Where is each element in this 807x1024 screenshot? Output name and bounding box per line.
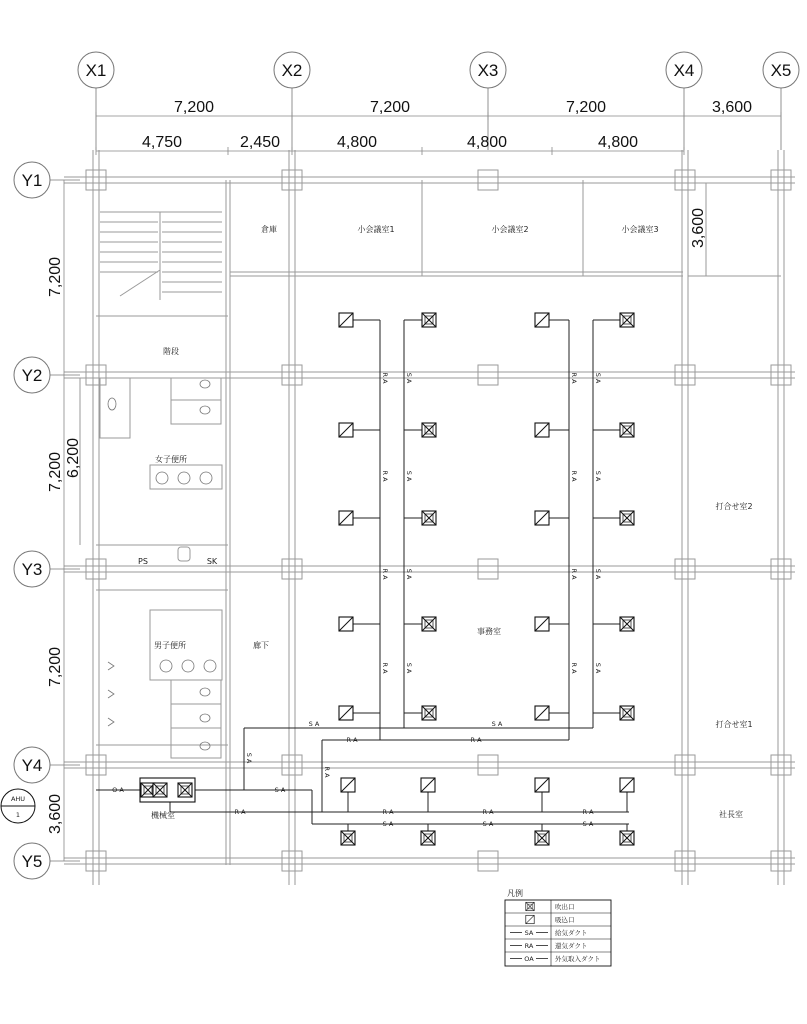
axis-y2-label: Y2 (21, 366, 43, 385)
room-sk: SK (206, 557, 218, 566)
return-inlet-icon (339, 511, 353, 525)
duct-label-sa: S A (482, 820, 494, 828)
duct-label-sa: S A (274, 786, 286, 794)
dim-sub-2: 2,450 (239, 134, 281, 151)
room-office: 事務室 (477, 627, 501, 636)
axis-y1-label: Y1 (21, 171, 43, 190)
axis-x3-label: X3 (477, 61, 499, 80)
duct-label-ra: R A (381, 470, 389, 482)
axis-x5-label: X5 (770, 61, 792, 80)
ahu-supply-icon (178, 783, 192, 797)
supply-outlet-icon (620, 617, 634, 631)
supply-outlet-icon (620, 423, 634, 437)
legend-return-icon (526, 915, 534, 923)
return-inlet-icon (535, 706, 549, 720)
legend-label-oa: 外気取入ダクト (555, 955, 601, 963)
duct-label-sa: S A (405, 372, 413, 384)
duct-label-sa: S A (594, 662, 602, 674)
duct-label-ra: R A (570, 662, 578, 674)
legend-supply-icon (526, 902, 534, 910)
ahu-tag (1, 789, 35, 823)
ahu-tag-number: 1 (15, 811, 21, 819)
dim-sub-5: 4,800 (597, 134, 639, 151)
legend-symbol-ra: RA (524, 942, 534, 950)
dim-top-2: 7,200 (369, 99, 411, 116)
top-dimensions (142, 99, 752, 151)
duct-label-oa: O A (112, 786, 124, 794)
supply-outlet-icon (620, 831, 634, 845)
supply-outlet-icon (620, 511, 634, 525)
legend-label-ra: 還気ダクト (555, 942, 588, 950)
duct-labels (112, 372, 602, 828)
room-machine: 機械室 (151, 811, 175, 820)
supply-outlet-icon (422, 706, 436, 720)
axis-x1-label: X1 (85, 61, 107, 80)
duct-label-ra: R A (382, 808, 394, 816)
dim-left-4: 3,600 (47, 793, 64, 835)
room-president: 社長室 (719, 810, 743, 819)
room-womens-toilet: 女子便所 (155, 455, 187, 464)
duct-label-sa: S A (594, 372, 602, 384)
legend-title: 凡例 (507, 889, 523, 898)
supply-outlet-icon (620, 706, 634, 720)
room-small-meeting-3: 小会議室3 (621, 225, 659, 234)
axis-y5-label: Y5 (21, 852, 43, 871)
return-inlet-icon (535, 511, 549, 525)
return-inlet-icon (535, 313, 549, 327)
return-inlet-icon (339, 617, 353, 631)
dim-top-1: 7,200 (173, 99, 215, 116)
supply-outlet-icon (422, 511, 436, 525)
room-meeting-2: 打合せ室2 (715, 502, 753, 511)
duct-label-ra: R A (346, 736, 358, 744)
duct-label-sa: S A (405, 470, 413, 482)
legend (505, 888, 611, 966)
return-inlet-icon (535, 617, 549, 631)
legend-label-supply: 吹出口 (555, 903, 575, 911)
duct-label-ra: R A (570, 372, 578, 384)
dim-left-inner: 6,200 (65, 437, 82, 479)
room-mens-toilet: 男子便所 (154, 641, 186, 650)
room-corridor: 廊下 (253, 641, 269, 650)
duct-label-sa: S A (308, 720, 320, 728)
return-inlet-icon (339, 423, 353, 437)
room-stairs: 階段 (163, 347, 179, 356)
room-ps: PS (138, 557, 148, 566)
dim-sub-3: 4,800 (336, 134, 378, 151)
legend-label-sa: 給気ダクト (555, 929, 588, 937)
duct-lines (96, 320, 629, 838)
return-inlet-icon (535, 778, 549, 792)
duct-label-sa: S A (382, 820, 394, 828)
duct-label-sa: S A (245, 752, 253, 764)
ahu-unit (140, 778, 195, 802)
duct-label-ra: R A (482, 808, 494, 816)
supply-outlet-icon (620, 313, 634, 327)
room-small-meeting-2: 小会議室2 (491, 225, 529, 234)
duct-label-ra: R A (381, 568, 389, 580)
supply-outlet-icon (421, 831, 435, 845)
return-inlet-icon (341, 778, 355, 792)
duct-label-sa: S A (405, 568, 413, 580)
room-small-meeting-1: 小会議室1 (357, 225, 395, 234)
supply-outlet-icon (422, 313, 436, 327)
axis-y3-label: Y3 (21, 560, 43, 579)
axis-x2-label: X2 (281, 61, 303, 80)
duct-label-ra: R A (234, 808, 246, 816)
duct-label-sa: S A (405, 662, 413, 674)
duct-label-ra: R A (381, 662, 389, 674)
supply-outlet-icon (422, 617, 436, 631)
duct-label-sa: S A (594, 470, 602, 482)
duct-label-ra: R A (570, 568, 578, 580)
duct-label-ra: R A (582, 808, 594, 816)
legend-label-return: 吸込口 (555, 916, 575, 924)
duct-label-sa: S A (582, 820, 594, 828)
duct-label-ra: R A (381, 372, 389, 384)
dim-left-2: 7,200 (47, 451, 64, 493)
ahu-supply-icon (153, 783, 167, 797)
dim-top-3: 7,200 (565, 99, 607, 116)
legend-symbol-sa: SA (524, 929, 534, 937)
dim-sub-4: 4,800 (466, 134, 508, 151)
room-meeting-1: 打合せ室1 (715, 720, 753, 729)
legend-symbol-oa: OA (524, 955, 534, 963)
return-inlet-icon (535, 423, 549, 437)
duct-label-ra: R A (570, 470, 578, 482)
dim-right-inner: 3,600 (690, 207, 707, 249)
dim-left-3: 7,200 (47, 646, 64, 688)
return-inlet-icon (620, 778, 634, 792)
supply-outlet-icon (341, 831, 355, 845)
dim-top-4: 3,600 (711, 99, 753, 116)
axis-x4-label: X4 (673, 61, 695, 80)
ahu-tag-label: AHU (10, 795, 26, 803)
return-inlet-icon (339, 706, 353, 720)
dim-sub-1: 4,750 (141, 134, 183, 151)
supply-outlet-icon (422, 423, 436, 437)
duct-label-sa: S A (491, 720, 503, 728)
dim-left-1: 7,200 (47, 256, 64, 298)
room-storage: 倉庫 (261, 225, 277, 234)
duct-label-ra: R A (323, 766, 331, 778)
return-inlet-icon (421, 778, 435, 792)
axis-y4-label: Y4 (21, 756, 43, 775)
return-inlet-icon (339, 313, 353, 327)
fixture-symbols (108, 380, 216, 750)
duct-label-ra: R A (470, 736, 482, 744)
duct-label-sa: S A (594, 568, 602, 580)
supply-outlet-icon (535, 831, 549, 845)
